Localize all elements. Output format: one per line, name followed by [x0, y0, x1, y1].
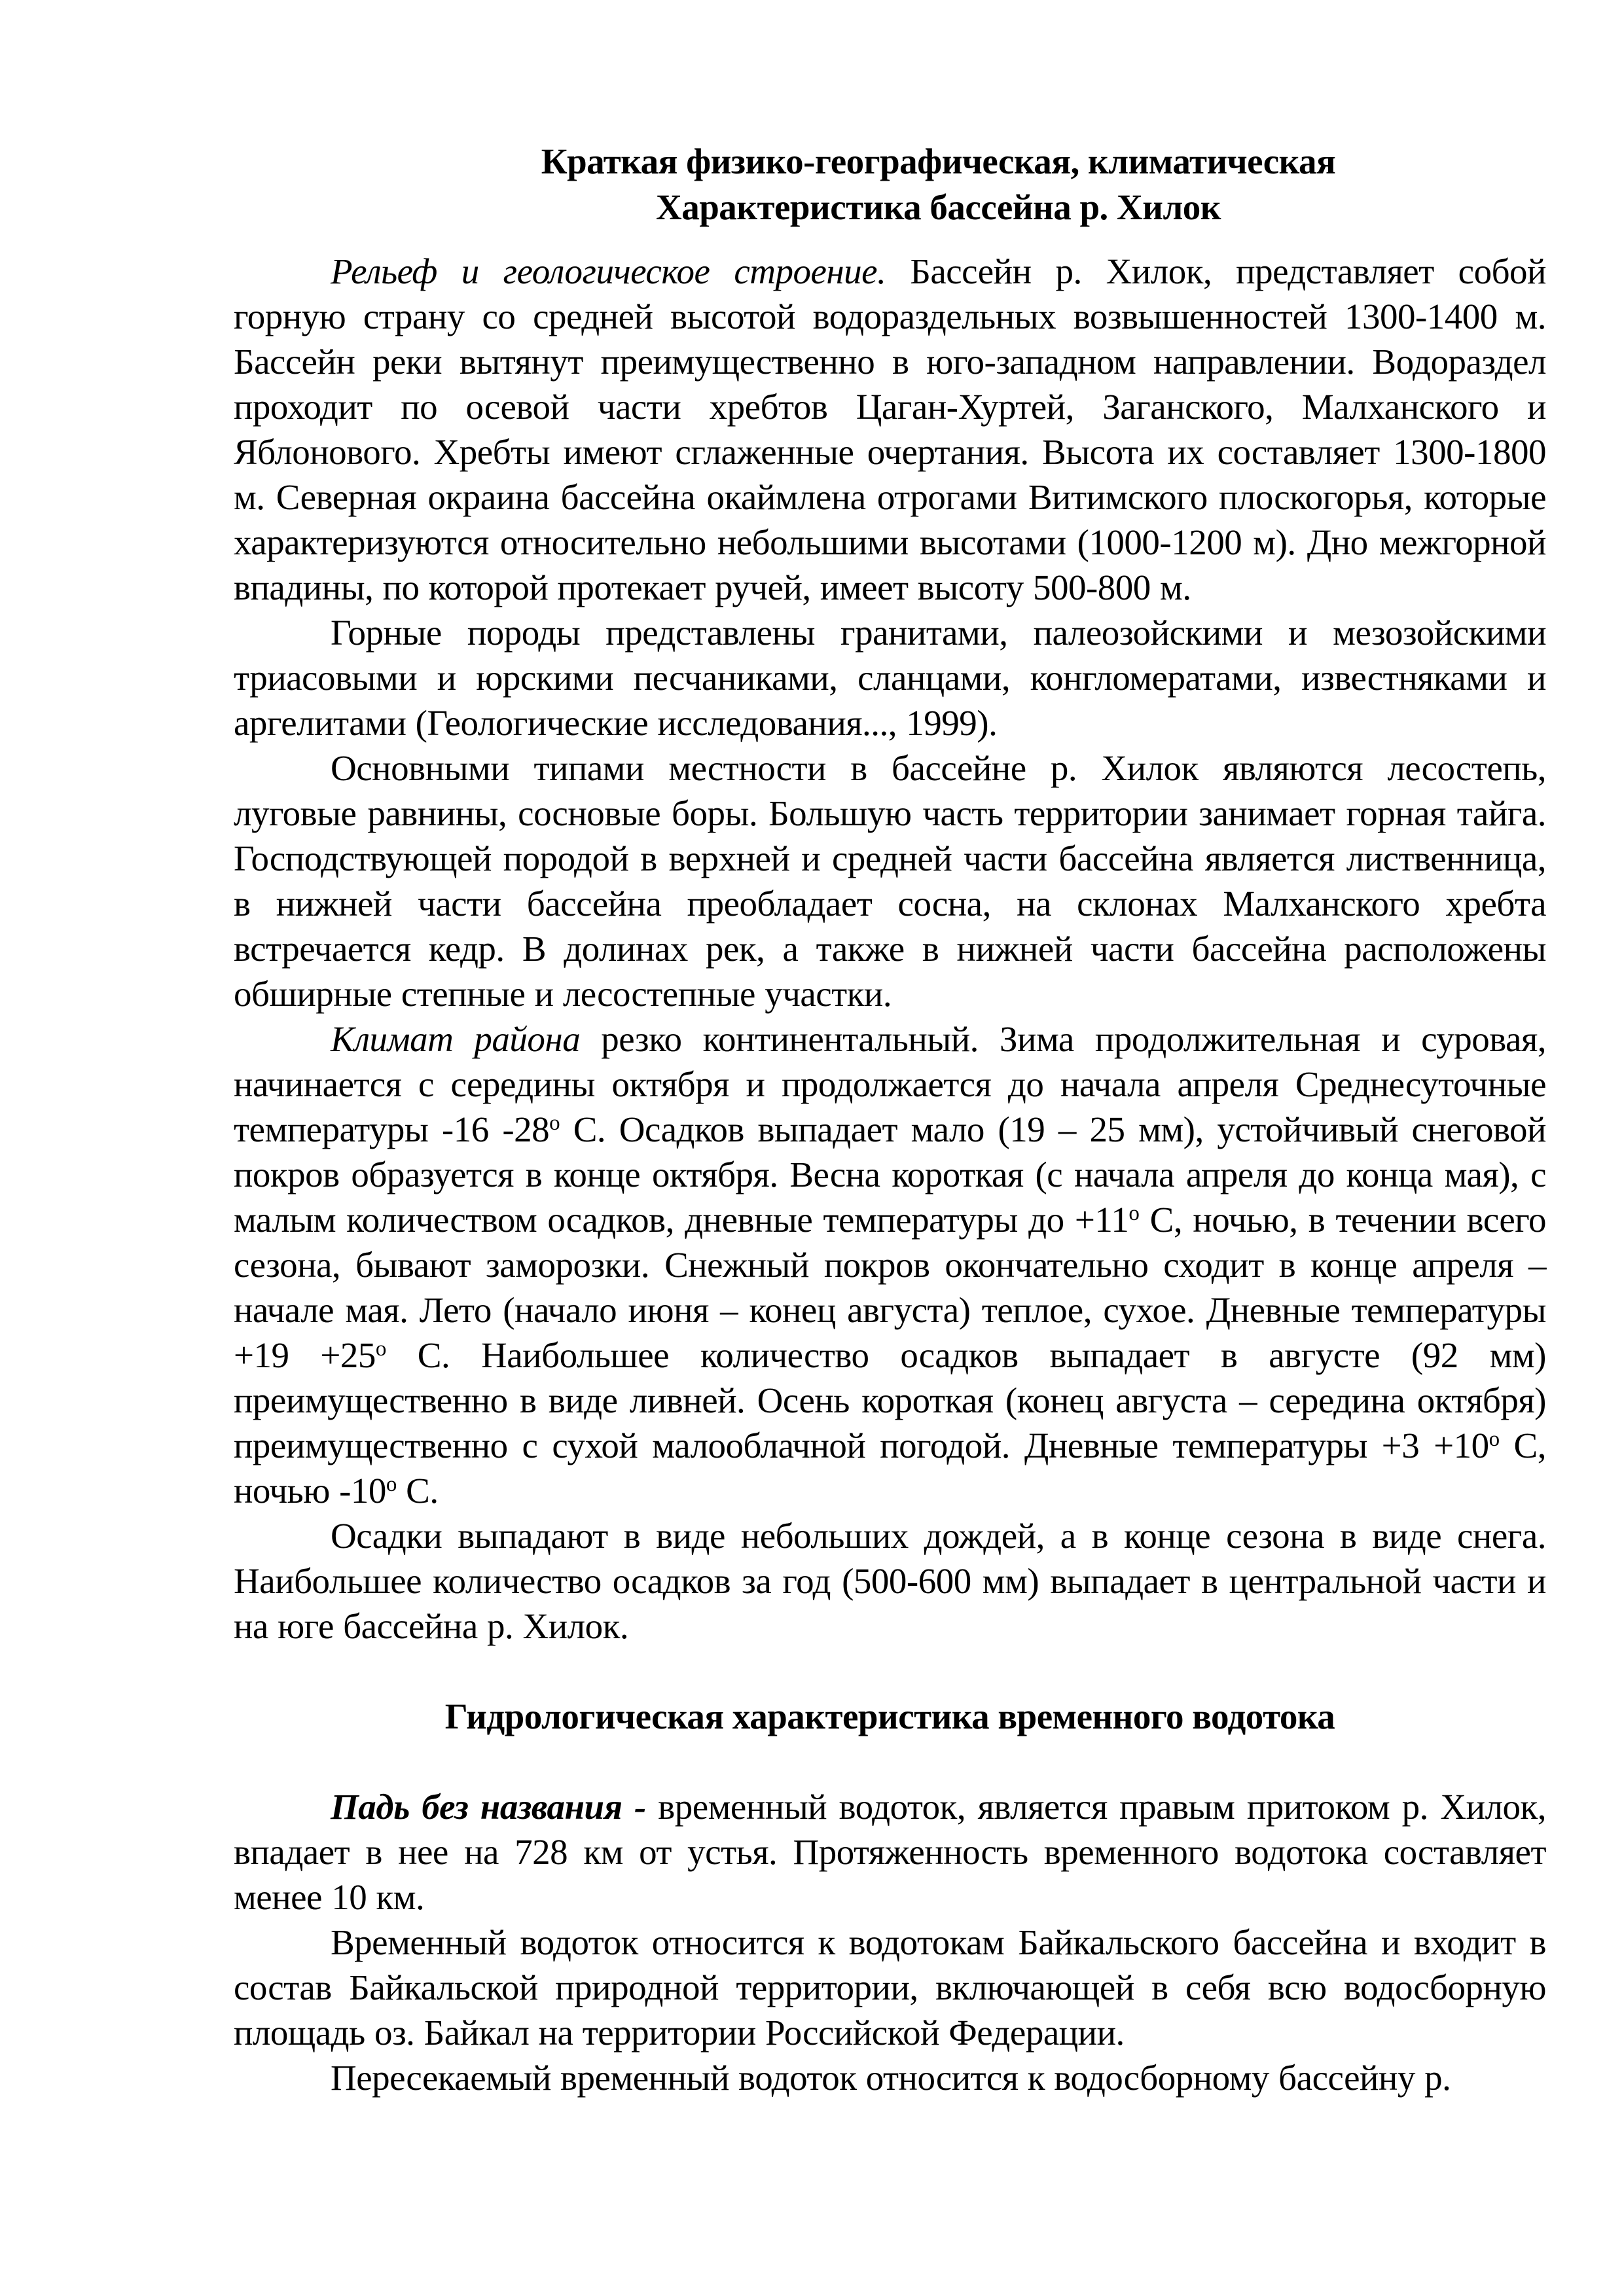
- document-title: [234, 139, 1546, 230]
- paragraph-baikal-basin: Временный водоток относится к водотокам Байкальского бассейна и входит в состав Байкальской природной территории, включающей в себя всю водосборную площадь оз. Байкал на территории Российской Федерации.: [234, 1922, 1546, 2053]
- paragraph-terrain-types: Основными типами местности в бассейне р. Хилок являются лесостепь, луговые равнины, сосновые боры. Большую часть территории занимает горная тайга. Господствующей породой в верхней и средней части бассейна является лиственница, в нижней части бассейна преобладает сосна, на склонах Малханского хребта встречается кедр. В долинах рек, а также в нижней части бассейна расположены обширные степные и лесостепные участки.: [234, 748, 1546, 1014]
- paragraph-relief-geology: Рельеф и геологическое строение. Бассейн р. Хилок, представляет собой горную страну со средней высотой водораздельных возвышенностей 1300-1400 м. Бассейн реки вытянут преимущественно в юго-западном направлении. Водораздел проходит по осевой части хребтов Цаган-Хуртей, Заганского, Малханского и Яблонового. Хребты имеют сглаженные очертания. Высота их составляет 1300-1800 м. Северная окраина бассейна окаймлена отрогами Витимского плоскогорья, которые характеризуются относительно небольшими высотами (1000-1200 м). Дно межгорной впадины, по которой протекает ручей, имеет высоту 500-800 м.: [234, 251, 1546, 607]
- title-line-2: Характеристика бассейна р. Хилок: [655, 187, 1221, 227]
- paragraph-pad-bez-nazvaniya: Падь без названия - временный водоток, является правым притоком р. Хилок, впадает в нее на 728 км от устья. Протяженность временного водотока составляет менее 10 км.: [234, 1787, 1546, 1917]
- section-heading-hydrology: Гидрологическая характеристика временного водотока: [444, 1696, 1335, 1736]
- title-line-1: Краткая физико-географическая, климатическая: [541, 141, 1336, 181]
- paragraph-precipitation: Осадки выпадают в виде небольших дождей, а в конце сезона в виде снега. Наибольшее количество осадков за год (500-600 мм) выпадает в центральной части и на юге бассейна р. Хилок.: [234, 1516, 1546, 1646]
- paragraph-climate: Климат района резко континентальный. Зима продолжительная и суровая, начинается с середины октября и продолжается до начала апреля Среднесуточные температуры -16 $-28^о$ С. Осадков выпадает мало (19 – 25 мм), устойчивый снеговой покров образуется в конце октября. Весна короткая (с начала апреля до конца мая), с малым количеством осадков, дневные температуры до $+11^о$ С, ночью, в течении всего сезона, бывают заморозки. Снежный покров окончательно сходит в конце апреля – начале мая. Лето (начало июня – конец августа) теплое, сухое. Дневные температуры $+19 +25^о$ С. Наибольшее количество осадков выпадает в августе (92 мм) преимущественно в виде ливней. Осень короткая (конец августа – середина октября) преимущественно с сухой малооблачной погодой. Дневные температуры $+3 +10^о$ С, ночью $-10^о$ С.: [234, 1019, 1547, 1511]
- paragraph-crossed-watercourse: Пересекаемый временный водоток относится к водосборному бассейну р.: [331, 2058, 1451, 2098]
- paragraph-rocks: Горные породы представлены гранитами, палеозойскими и мезозойскими триасовыми и юрскими песчаниками, сланцами, конгломератами, известняками и аргелитами (Геологические исследования..., 1999).: [234, 613, 1546, 743]
